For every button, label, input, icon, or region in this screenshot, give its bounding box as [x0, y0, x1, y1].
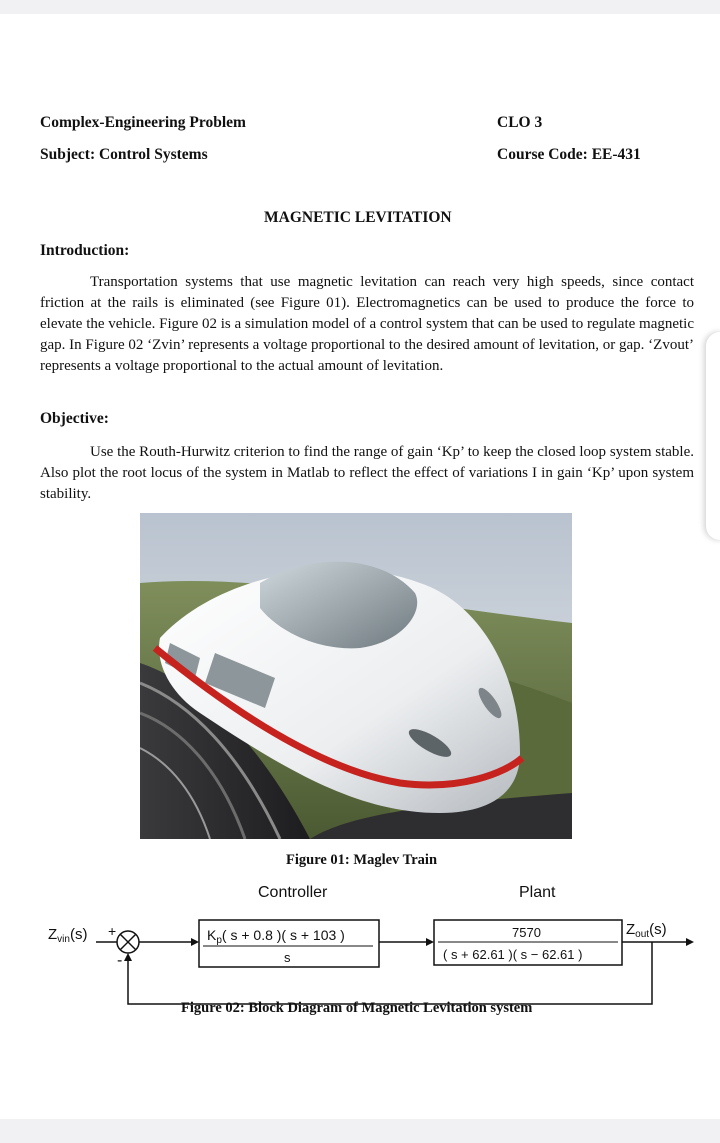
- document-page: [0, 14, 720, 1119]
- objective-paragraph: Use the Routh-Hurwitz criterion to find the range of gain ‘Kp’ to keep the closed loop system stable. Also plot the root locus of the system in Matlab to reflect the effect of variations I in gain ‘Kp’ upon system stability.: [40, 444, 694, 502]
- figure1-caption: Figure 01: Maglev Train: [286, 852, 438, 868]
- arrow-up-icon: [124, 953, 132, 961]
- plant-denominator: ( s + 62.61 )( s − 62.61 ): [443, 947, 583, 962]
- arrow-right-icon: [426, 938, 434, 946]
- output-label: $Z_{out}(s)$: [626, 921, 667, 940]
- controller-denominator: s: [284, 950, 291, 965]
- controller-numerator: $K_p$( s + 0.8 )( s + 103 ): [207, 927, 345, 946]
- figure2-caption: Figure 02: Block Diagram of Magnetic Levitation system: [181, 1000, 533, 1016]
- plus-sign: +: [108, 923, 117, 939]
- clo-label: CLO 3: [497, 114, 543, 131]
- arrow-right-icon: [686, 938, 694, 946]
- introduction-heading: Introduction:: [40, 242, 130, 259]
- arrow-right-icon: [191, 938, 199, 946]
- problem-label: Complex-Engineering Problem: [40, 114, 246, 131]
- scroll-handle[interactable]: [706, 332, 720, 540]
- document-title: MAGNETIC LEVITATION: [264, 209, 452, 226]
- introduction-paragraph: Transportation systems that use magnetic levitation can reach very high speeds, since contact friction at the rails is eliminated (see Figure 01). Electromagnetics can be used to produce the force to elevate the vehicle. Figure 02 is a simulation model of a control system that can be used to regulate magnetic gap. In Figure 02 ‘Zvin’ represents a voltage proportional to the desired amount of levitation, or gap. ‘Zvout’ represents a voltage proportional to the actual amount of levitation.: [40, 274, 694, 374]
- controller-label: Controller: [258, 884, 328, 901]
- summing-junction: [117, 931, 139, 953]
- maglev-train-image: [140, 513, 572, 839]
- objective-heading: Objective:: [40, 410, 109, 427]
- course-code-label: Course Code: EE-431: [497, 146, 641, 163]
- input-label: $Z_{vin}(s)$: [48, 926, 88, 945]
- plant-label: Plant: [519, 884, 556, 901]
- subject-label: Subject: Control Systems: [40, 146, 208, 163]
- minus-sign: -: [117, 952, 123, 969]
- plant-numerator: 7570: [512, 925, 541, 940]
